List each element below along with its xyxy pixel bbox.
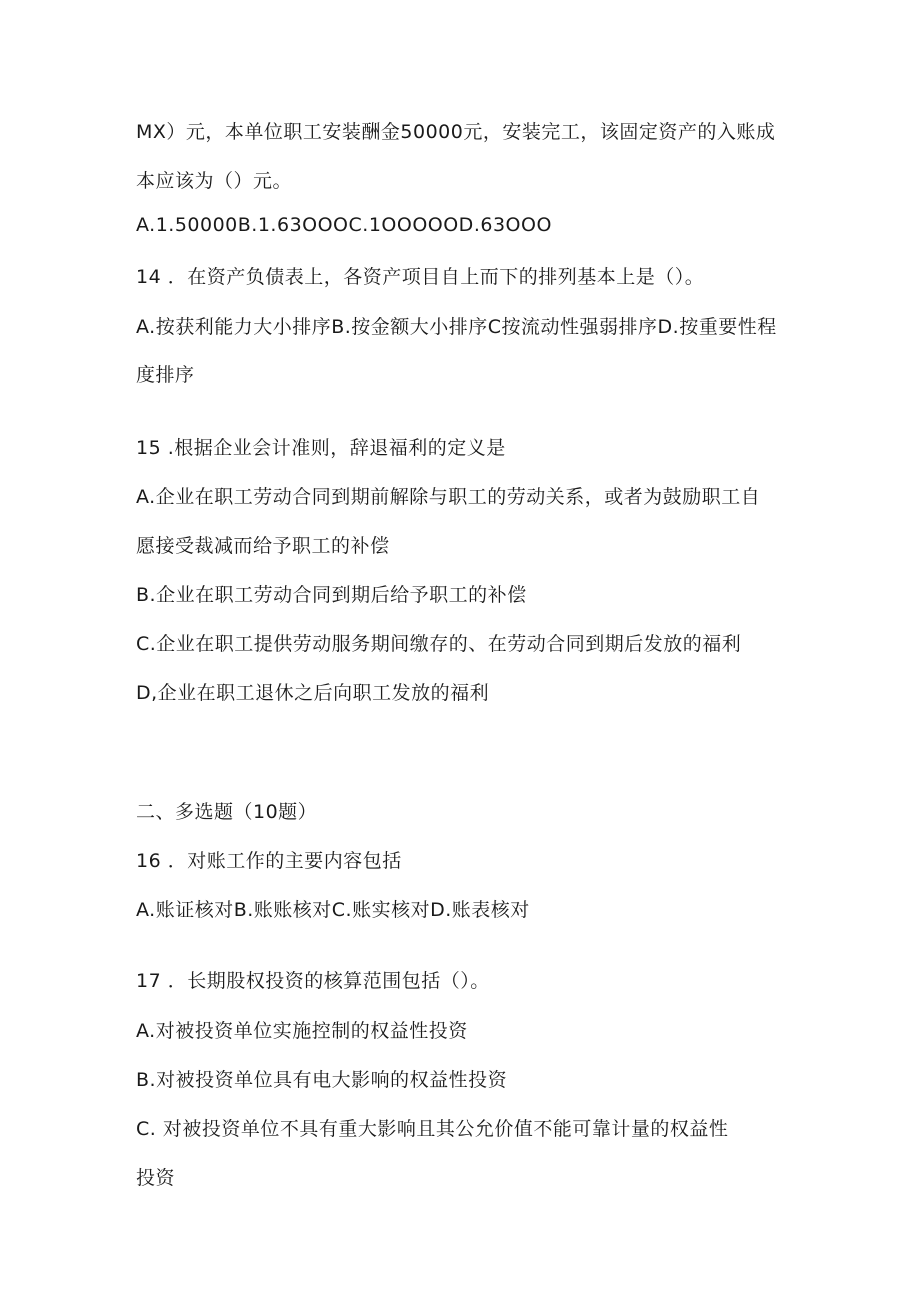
question-16-options: A.账证核对B.账账核对C.账实核对D.账表核对 — [136, 899, 530, 921]
question-15-option-a-line-2: 愿接受裁减而给予职工的补偿 — [136, 535, 390, 557]
question-15-option-b: B.企业在职工劳动合同到期后给予职工的补偿 — [136, 584, 527, 606]
question-13-options: A.1.50000B.1.63OOOC.1OOOOOD.63OOO — [136, 214, 552, 236]
question-17-option-b: B.对被投资单位具有电大影响的权益性投资 — [136, 1069, 508, 1091]
question-17-option-c-line-2: 投资 — [136, 1167, 176, 1189]
question-14-text: 14 ．在资产负债表上，各资产项目自上而下的排列基本上是（）。 — [136, 266, 705, 288]
question-15-option-c: C.企业在职工提供劳动服务期间缴存的、在劳动合同到期后发放的福利 — [136, 633, 742, 655]
question-15-option-d: D,企业在职工退休之后向职工发放的福利 — [136, 682, 490, 704]
question-17-text: 17 ．长期股权投资的核算范围包括（）。 — [136, 970, 490, 992]
question-14-options-line-1: A.按获利能力大小排序B.按金额大小排序C按流动性强弱排序D.按重要性程 — [136, 316, 777, 338]
question-17-option-a: A.对被投资单位实施控制的权益性投资 — [136, 1020, 468, 1042]
question-13-text-line-2: 本应该为（）元。 — [136, 170, 293, 192]
question-17-option-c-line-1: C. 对被投资单位不具有重大影响且其公允价值不能可靠计量的权益性 — [136, 1118, 729, 1140]
question-13-text-line-1: MX）元，本单位职工安装酬金50000元，安装完工，该固定资产的入账成 — [136, 121, 776, 143]
question-15-option-a-line-1: A.企业在职工劳动合同到期前解除与职工的劳动关系，或者为鼓励职工自 — [136, 486, 761, 508]
question-14-options-line-2: 度排序 — [136, 364, 195, 386]
question-15-text: 15 .根据企业会计准则，辞退福利的定义是 — [136, 437, 506, 459]
question-16-text: 16 ．对账工作的主要内容包括 — [136, 850, 402, 872]
section-heading: 二、多选题（10题） — [136, 801, 318, 823]
